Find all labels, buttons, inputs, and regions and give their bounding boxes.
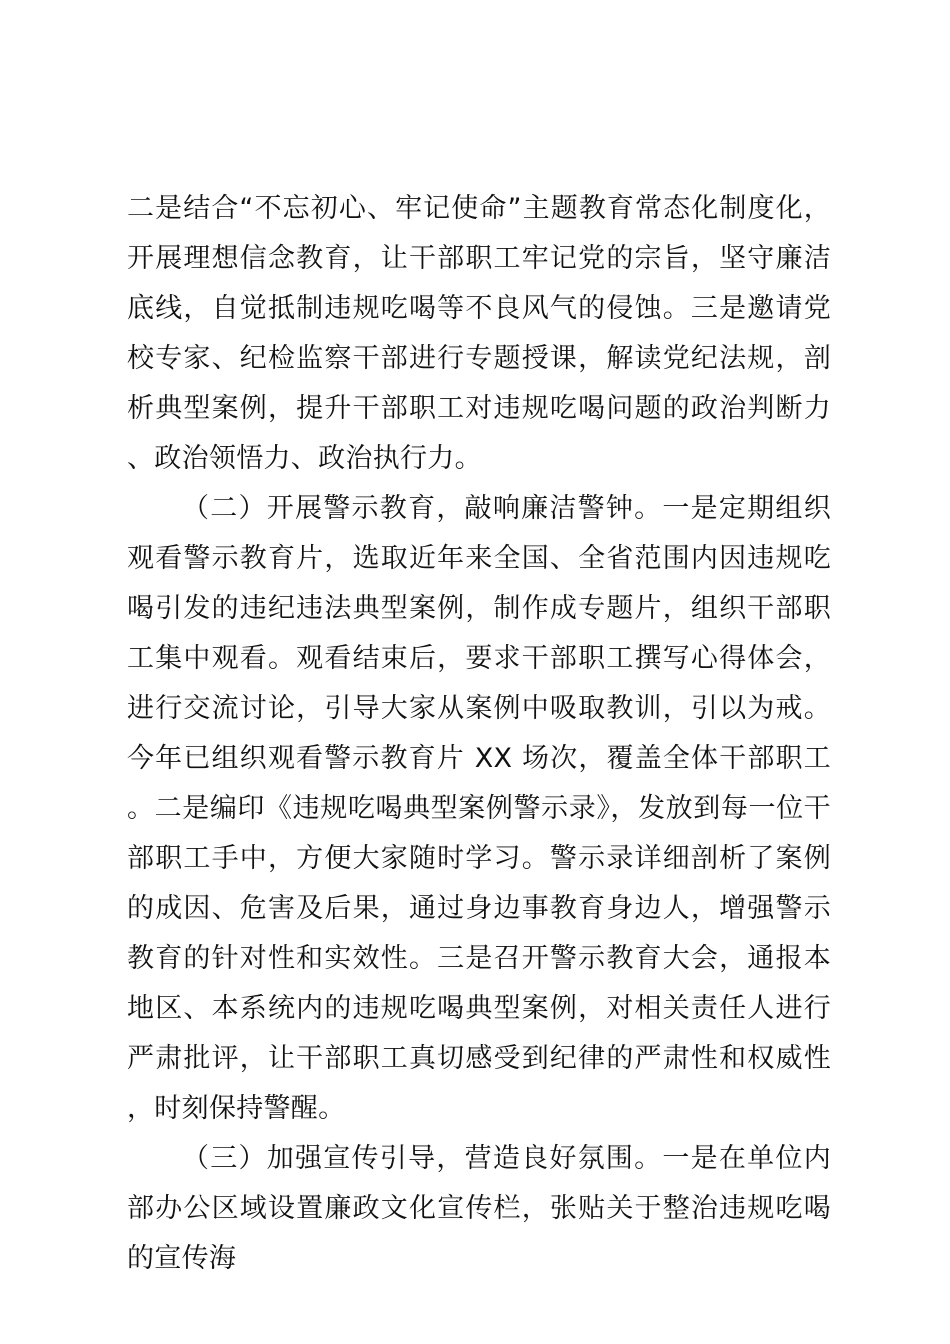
paragraph-section-2: （二）开展警示教育，敲响廉洁警钟。一是定期组织观看警示教育片，选取近年来全国、全省范围内因违规吃喝引发的违纪违法典型案例，制作成专题片，组织干部职工集中观看。观看结束后，要求干部职工撰写心得体会，进行交流讨论，引导大家从案例中吸取教训，引以为戒。今年已组织观看警示教育片 XX 场次，覆盖全体干部职工。二是编印《违规吃喝典型案例警示录》，发放到每一位干部职工手中，方便大家随时学习。警示录详细剖析了案例的成因、危害及后果，通过身边事教育身边人，增强警示教育的针对性和实效性。三是召开警示教育大会，通报本地区、本系统内的违规吃喝典型案例，对相关责任人进行严肃批评，让干部职工真切感受到纪律的严肃性和权威性，时刻保持警醒。: [127, 493, 831, 1124]
paragraph-section-3: （三）加强宣传引导，营造良好氛围。一是在单位内部办公区域设置廉政文化宣传栏，张贴关于整治违规吃喝的宣传海: [127, 1143, 831, 1274]
document-body: [127, 184, 831, 1284]
paragraph-continuation: 二是结合“不忘初心、牢记使命”主题教育常态化制度化，开展理想信念教育，让干部职工牢记党的宗旨，坚守廉洁底线，自觉抵制违规吃喝等不良风气的侵蚀。三是邀请党校专家、纪检监察干部进行专题授课，解读党纪法规，剖析典型案例，提升干部职工对违规吃喝问题的政治判断力、政治领悟力、政治执行力。: [127, 193, 831, 474]
